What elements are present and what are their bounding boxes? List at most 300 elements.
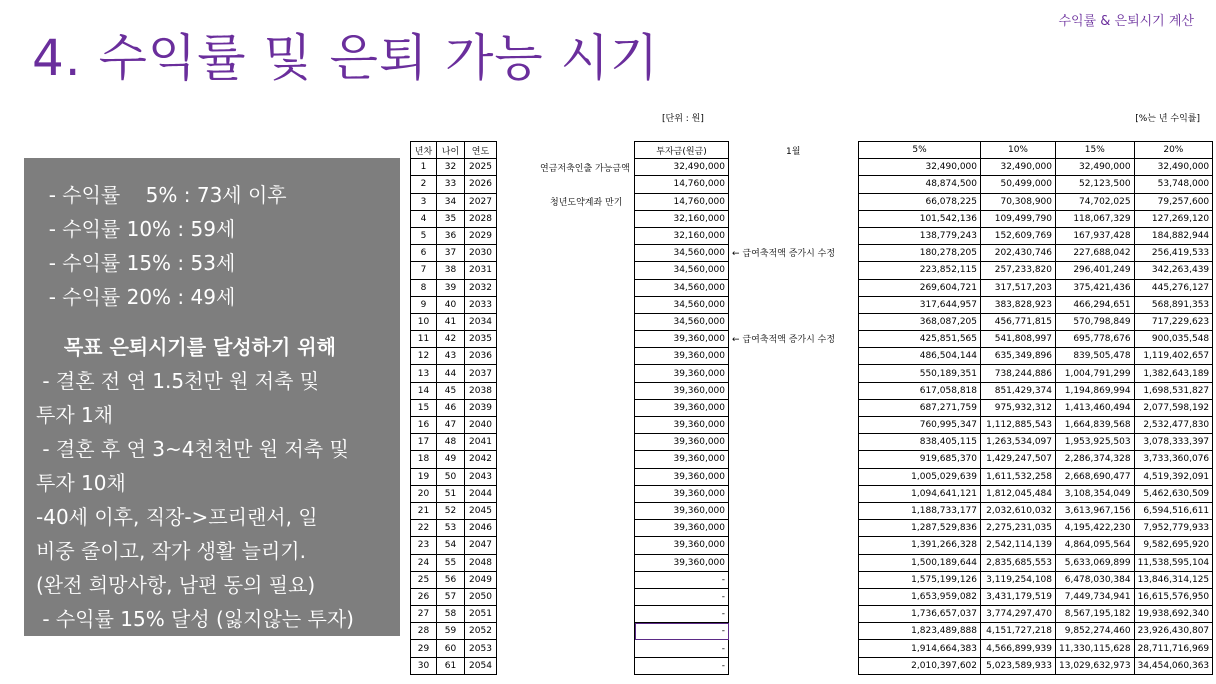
cell-years[interactable]: 27	[411, 606, 437, 623]
cell-invest[interactable]: 14,760,000	[635, 176, 729, 193]
table-row	[635, 313, 729, 330]
header-rate-5[interactable]: 5%	[859, 142, 981, 159]
cell-year[interactable]: 2035	[465, 331, 497, 348]
cell-year[interactable]: 2027	[465, 193, 497, 210]
table-row	[859, 640, 1213, 657]
cell-rate-15[interactable]: 3,108,354,049	[1056, 485, 1135, 502]
cell-rate-10[interactable]: 202,430,746	[981, 245, 1056, 262]
table-row	[859, 210, 1213, 227]
cell-rate-5[interactable]: 66,078,225	[859, 193, 981, 210]
cell-age[interactable]: 40	[437, 296, 465, 313]
cell-invest[interactable]: 39,360,000	[635, 468, 729, 485]
cell-age[interactable]: 41	[437, 313, 465, 330]
table-row	[635, 382, 729, 399]
table-row	[859, 296, 1213, 313]
cell-rate-15[interactable]: 1,194,869,994	[1056, 382, 1135, 399]
cell-rate-20[interactable]: 568,891,353	[1134, 296, 1213, 313]
cell-rate-15[interactable]: 839,505,478	[1056, 348, 1135, 365]
cell-rate-20[interactable]: 6,594,516,611	[1134, 502, 1213, 519]
cell-years[interactable]: 8	[411, 279, 437, 296]
cell-year[interactable]: 2054	[465, 657, 497, 674]
year-age-table	[410, 141, 497, 675]
cell-rate-20[interactable]: 445,276,127	[1134, 279, 1213, 296]
table-row	[635, 554, 729, 571]
table-row	[635, 296, 729, 313]
cell-rate-15[interactable]: 2,668,690,477	[1056, 468, 1135, 485]
cell-age[interactable]: 42	[437, 331, 465, 348]
cell-rate-20[interactable]: 717,229,623	[1134, 313, 1213, 330]
cell-invest[interactable]: 32,160,000	[635, 210, 729, 227]
cell-years[interactable]: 17	[411, 434, 437, 451]
cell-rate-5[interactable]: 1,914,664,383	[859, 640, 981, 657]
goal-line: 비중 줄이고, 작가 생활 늘리기.	[36, 539, 306, 563]
cell-year[interactable]: 2033	[465, 296, 497, 313]
header-year[interactable]: 연도	[465, 142, 497, 159]
cell-rate-10[interactable]: 3,774,297,470	[981, 606, 1056, 623]
cell-years[interactable]: 2	[411, 176, 437, 193]
cell-rate-15[interactable]: 375,421,436	[1056, 279, 1135, 296]
header-age[interactable]: 나이	[437, 142, 465, 159]
cell-years[interactable]: 18	[411, 451, 437, 468]
cell-rate-10[interactable]: 5,023,589,933	[981, 657, 1056, 674]
cell-rate-15[interactable]: 227,688,042	[1056, 245, 1135, 262]
cell-rate-10[interactable]: 317,517,203	[981, 279, 1056, 296]
cell-age[interactable]: 58	[437, 606, 465, 623]
cell-years[interactable]: 6	[411, 245, 437, 262]
cell-rate-10[interactable]: 2,032,610,032	[981, 502, 1056, 519]
cell-rate-15[interactable]: 13,029,632,973	[1056, 657, 1135, 674]
table-row	[411, 434, 497, 451]
cell-rate-20[interactable]: 127,269,120	[1134, 210, 1213, 227]
cell-rate-10[interactable]: 152,609,769	[981, 227, 1056, 244]
cell-age[interactable]: 60	[437, 640, 465, 657]
cell-rate-10[interactable]: 2,275,231,035	[981, 520, 1056, 537]
cell-rate-5[interactable]: 101,542,136	[859, 210, 981, 227]
cell-rate-20[interactable]: 53,748,000	[1134, 176, 1213, 193]
cell-rate-15[interactable]: 1,664,839,568	[1056, 417, 1135, 434]
cell-rate-15[interactable]: 118,067,329	[1056, 210, 1135, 227]
cell-rate-10[interactable]: 3,119,254,108	[981, 571, 1056, 588]
cell-rate-5[interactable]: 1,188,733,177	[859, 502, 981, 519]
cell-year[interactable]: 2040	[465, 417, 497, 434]
table-row	[411, 502, 497, 519]
cell-years[interactable]: 1	[411, 159, 437, 176]
cell-year[interactable]: 2028	[465, 210, 497, 227]
cell-rate-20[interactable]: 1,119,402,657	[1134, 348, 1213, 365]
cell-age[interactable]: 47	[437, 417, 465, 434]
cell-years[interactable]: 16	[411, 417, 437, 434]
cell-rate-5[interactable]: 368,087,205	[859, 313, 981, 330]
cell-invest[interactable]: 34,560,000	[635, 245, 729, 262]
cell-rate-15[interactable]: 296,401,249	[1056, 262, 1135, 279]
header-invest[interactable]: 투자금(원금)	[635, 142, 729, 159]
cell-rate-20[interactable]: 13,846,314,125	[1134, 571, 1213, 588]
cell-rate-10[interactable]: 738,244,886	[981, 365, 1056, 382]
cell-rate-20[interactable]: 79,257,600	[1134, 193, 1213, 210]
cell-age[interactable]: 38	[437, 262, 465, 279]
cell-rate-10[interactable]: 2,542,114,139	[981, 537, 1056, 554]
cell-age[interactable]: 36	[437, 227, 465, 244]
cell-age[interactable]: 59	[437, 623, 465, 640]
cell-age[interactable]: 50	[437, 468, 465, 485]
cell-rate-10[interactable]: 2,835,685,553	[981, 554, 1056, 571]
cell-rate-10[interactable]: 4,151,727,218	[981, 623, 1056, 640]
cell-year[interactable]: 2029	[465, 227, 497, 244]
cell-invest[interactable]: 32,490,000	[635, 159, 729, 176]
cell-invest[interactable]: 39,360,000	[635, 434, 729, 451]
table-row	[411, 331, 497, 348]
cell-rate-15[interactable]: 167,937,428	[1056, 227, 1135, 244]
cell-rate-5[interactable]: 550,189,351	[859, 365, 981, 382]
cell-invest[interactable]: 39,360,000	[635, 348, 729, 365]
cell-year[interactable]: 2047	[465, 537, 497, 554]
cell-invest[interactable]: 39,360,000	[635, 382, 729, 399]
goal-title: 목표 은퇴시기를 달성하기 위해	[36, 335, 336, 359]
table-row	[635, 417, 729, 434]
table-row	[635, 640, 729, 657]
cell-rate-5[interactable]: 317,644,957	[859, 296, 981, 313]
table-row	[859, 399, 1213, 416]
cell-rate-10[interactable]: 1,263,534,097	[981, 434, 1056, 451]
cell-year[interactable]: 2042	[465, 451, 497, 468]
cell-years[interactable]: 4	[411, 210, 437, 227]
cell-age[interactable]: 35	[437, 210, 465, 227]
cell-rate-15[interactable]: 1,953,925,503	[1056, 434, 1135, 451]
cell-invest[interactable]: 34,560,000	[635, 262, 729, 279]
cell-rate-15[interactable]: 6,478,030,384	[1056, 571, 1135, 588]
cell-rate-20[interactable]: 34,454,060,363	[1134, 657, 1213, 674]
cell-rate-20[interactable]: 23,926,430,807	[1134, 623, 1213, 640]
cell-rate-20[interactable]: 184,882,944	[1134, 227, 1213, 244]
table-row	[635, 365, 729, 382]
cell-rate-10[interactable]: 1,812,045,484	[981, 485, 1056, 502]
table-row	[859, 468, 1213, 485]
cell-rate-5[interactable]: 1,500,189,644	[859, 554, 981, 571]
table-row	[411, 262, 497, 279]
cell-rate-5[interactable]: 1,736,657,037	[859, 606, 981, 623]
table-row	[635, 245, 729, 262]
cell-rate-15[interactable]: 5,633,069,899	[1056, 554, 1135, 571]
cell-year[interactable]: 2030	[465, 245, 497, 262]
cell-years[interactable]: 29	[411, 640, 437, 657]
cell-rate-20[interactable]: 1,698,531,827	[1134, 382, 1213, 399]
cell-invest[interactable]: 34,560,000	[635, 279, 729, 296]
cell-rate-5[interactable]: 2,010,397,602	[859, 657, 981, 674]
cell-rate-10[interactable]: 851,429,374	[981, 382, 1056, 399]
cell-years[interactable]: 28	[411, 623, 437, 640]
cell-year[interactable]: 2051	[465, 606, 497, 623]
cell-rate-15[interactable]: 3,613,967,156	[1056, 502, 1135, 519]
cell-years[interactable]: 11	[411, 331, 437, 348]
cell-age[interactable]: 48	[437, 434, 465, 451]
cell-rate-20[interactable]: 900,035,548	[1134, 331, 1213, 348]
table-row	[411, 588, 497, 605]
cell-rate-15[interactable]: 4,195,422,230	[1056, 520, 1135, 537]
cell-rate-10[interactable]: 456,771,815	[981, 313, 1056, 330]
cell-age[interactable]: 52	[437, 502, 465, 519]
table-row	[411, 296, 497, 313]
cell-rate-5[interactable]: 223,852,115	[859, 262, 981, 279]
cell-invest[interactable]: -	[635, 623, 729, 640]
cell-rate-10[interactable]: 257,233,820	[981, 262, 1056, 279]
cell-invest[interactable]: -	[635, 606, 729, 623]
cell-rate-15[interactable]: 466,294,651	[1056, 296, 1135, 313]
cell-age[interactable]: 51	[437, 485, 465, 502]
cell-rate-15[interactable]: 4,864,095,564	[1056, 537, 1135, 554]
goal-line: - 결혼 전 연 1.5천만 원 저축 및	[36, 369, 320, 393]
cell-age[interactable]: 46	[437, 399, 465, 416]
cell-year[interactable]: 2032	[465, 279, 497, 296]
goal-line: 투자 10채	[36, 471, 126, 495]
cell-rate-15[interactable]: 7,449,734,941	[1056, 588, 1135, 605]
unit-label: [단위 : 원]	[662, 114, 704, 124]
cell-age[interactable]: 56	[437, 571, 465, 588]
cell-year[interactable]: 2053	[465, 640, 497, 657]
cell-invest[interactable]: 39,360,000	[635, 502, 729, 519]
cell-invest[interactable]: 39,360,000	[635, 520, 729, 537]
cell-years[interactable]: 19	[411, 468, 437, 485]
table-row	[635, 331, 729, 348]
cell-years[interactable]: 23	[411, 537, 437, 554]
cell-years[interactable]: 7	[411, 262, 437, 279]
cell-rate-10[interactable]: 4,566,899,939	[981, 640, 1056, 657]
cell-age[interactable]: 43	[437, 348, 465, 365]
cell-rate-10[interactable]: 70,308,900	[981, 193, 1056, 210]
cell-year[interactable]: 2048	[465, 554, 497, 571]
table-row	[411, 640, 497, 657]
cell-years[interactable]: 12	[411, 348, 437, 365]
cell-rate-5[interactable]: 269,604,721	[859, 279, 981, 296]
cell-rate-20[interactable]: 4,519,392,091	[1134, 468, 1213, 485]
cell-rate-20[interactable]: 11,538,595,104	[1134, 554, 1213, 571]
cell-rate-15[interactable]: 570,798,849	[1056, 313, 1135, 330]
cell-invest[interactable]: -	[635, 588, 729, 605]
cell-rate-15[interactable]: 11,330,115,628	[1056, 640, 1135, 657]
cell-rate-5[interactable]: 486,504,144	[859, 348, 981, 365]
cell-invest[interactable]: 32,160,000	[635, 227, 729, 244]
cell-rate-5[interactable]: 838,405,115	[859, 434, 981, 451]
cell-rate-5[interactable]: 1,653,959,082	[859, 588, 981, 605]
goal-line: - 결혼 후 연 3~4천천만 원 저축 및	[36, 437, 349, 461]
cell-rate-20[interactable]: 1,382,643,189	[1134, 365, 1213, 382]
table-row	[411, 227, 497, 244]
cell-years[interactable]: 26	[411, 588, 437, 605]
cell-rate-5[interactable]: 1,823,489,888	[859, 623, 981, 640]
cell-rate-20[interactable]: 3,078,333,397	[1134, 434, 1213, 451]
cell-rate-5[interactable]: 1,391,266,328	[859, 537, 981, 554]
cell-year[interactable]: 2045	[465, 502, 497, 519]
cell-years[interactable]: 15	[411, 399, 437, 416]
cell-year[interactable]: 2025	[465, 159, 497, 176]
cell-rate-15[interactable]: 695,778,676	[1056, 331, 1135, 348]
table-row	[411, 365, 497, 382]
cell-age[interactable]: 49	[437, 451, 465, 468]
cell-rate-5[interactable]: 1,094,641,121	[859, 485, 981, 502]
cell-rate-20[interactable]: 3,733,360,076	[1134, 451, 1213, 468]
cell-rate-10[interactable]: 109,499,790	[981, 210, 1056, 227]
cell-rate-10[interactable]: 975,932,312	[981, 399, 1056, 416]
header-rate-20[interactable]: 20%	[1134, 142, 1213, 159]
cell-rate-5[interactable]: 32,490,000	[859, 159, 981, 176]
cell-years[interactable]: 13	[411, 365, 437, 382]
cell-rate-20[interactable]: 32,490,000	[1134, 159, 1213, 176]
cell-rate-5[interactable]: 138,779,243	[859, 227, 981, 244]
cell-years[interactable]: 25	[411, 571, 437, 588]
cell-rate-10[interactable]: 383,828,923	[981, 296, 1056, 313]
table-row	[411, 193, 497, 210]
cell-rate-10[interactable]: 3,431,179,519	[981, 588, 1056, 605]
table-row	[859, 520, 1213, 537]
cell-years[interactable]: 3	[411, 193, 437, 210]
cell-rate-15[interactable]: 52,123,500	[1056, 176, 1135, 193]
cell-rate-20[interactable]: 19,938,692,340	[1134, 606, 1213, 623]
cell-rate-5[interactable]: 1,575,199,126	[859, 571, 981, 588]
table-row	[859, 227, 1213, 244]
table-row	[411, 451, 497, 468]
cell-rate-20[interactable]: 2,077,598,192	[1134, 399, 1213, 416]
cell-year[interactable]: 2026	[465, 176, 497, 193]
cell-age[interactable]: 61	[437, 657, 465, 674]
cell-age[interactable]: 54	[437, 537, 465, 554]
cell-rate-10[interactable]: 32,490,000	[981, 159, 1056, 176]
cell-rate-15[interactable]: 8,567,195,182	[1056, 606, 1135, 623]
table-row	[411, 417, 497, 434]
cell-invest[interactable]: 39,360,000	[635, 331, 729, 348]
cell-year[interactable]: 2052	[465, 623, 497, 640]
cell-rate-10[interactable]: 1,429,247,507	[981, 451, 1056, 468]
table-row	[635, 399, 729, 416]
cell-year[interactable]: 2038	[465, 382, 497, 399]
cell-rate-10[interactable]: 635,349,896	[981, 348, 1056, 365]
cell-rate-20[interactable]: 16,615,576,950	[1134, 588, 1213, 605]
table-row	[635, 159, 729, 176]
cell-rate-5[interactable]: 1,287,529,836	[859, 520, 981, 537]
cell-rate-15[interactable]: 74,702,025	[1056, 193, 1135, 210]
summary-note-box	[24, 158, 400, 636]
cell-years[interactable]: 14	[411, 382, 437, 399]
cell-rate-15[interactable]: 2,286,374,328	[1056, 451, 1135, 468]
cell-age[interactable]: 32	[437, 159, 465, 176]
cell-invest[interactable]: 34,560,000	[635, 313, 729, 330]
cell-rate-5[interactable]: 687,271,759	[859, 399, 981, 416]
cell-rate-10[interactable]: 1,611,532,258	[981, 468, 1056, 485]
cell-year[interactable]: 2041	[465, 434, 497, 451]
table-row	[411, 210, 497, 227]
cell-year[interactable]: 2037	[465, 365, 497, 382]
cell-rate-5[interactable]: 180,278,205	[859, 245, 981, 262]
cell-invest[interactable]: -	[635, 640, 729, 657]
cell-invest[interactable]: 14,760,000	[635, 193, 729, 210]
cell-invest[interactable]: 39,360,000	[635, 365, 729, 382]
cell-rate-20[interactable]: 342,263,439	[1134, 262, 1213, 279]
cell-rate-15[interactable]: 1,004,791,299	[1056, 365, 1135, 382]
cell-rate-20[interactable]: 2,532,477,830	[1134, 417, 1213, 434]
cell-invest[interactable]: 39,360,000	[635, 537, 729, 554]
cell-year[interactable]: 2044	[465, 485, 497, 502]
cell-age[interactable]: 37	[437, 245, 465, 262]
cell-years[interactable]: 9	[411, 296, 437, 313]
cell-rate-5[interactable]: 1,005,029,639	[859, 468, 981, 485]
cell-rate-5[interactable]: 425,851,565	[859, 331, 981, 348]
cell-years[interactable]: 21	[411, 502, 437, 519]
cell-invest[interactable]: 39,360,000	[635, 485, 729, 502]
header-rate-10[interactable]: 10%	[981, 142, 1056, 159]
cell-years[interactable]: 5	[411, 227, 437, 244]
cell-rate-20[interactable]: 256,419,533	[1134, 245, 1213, 262]
table-row	[635, 571, 729, 588]
header-years[interactable]: 년차	[411, 142, 437, 159]
cell-year[interactable]: 2034	[465, 313, 497, 330]
table-row	[859, 159, 1213, 176]
goal-line: (완전 희망사항, 남편 동의 필요)	[36, 573, 316, 597]
cell-rate-5[interactable]: 48,874,500	[859, 176, 981, 193]
cell-rate-20[interactable]: 5,462,630,509	[1134, 485, 1213, 502]
cell-year[interactable]: 2046	[465, 520, 497, 537]
table-row	[635, 606, 729, 623]
cell-rate-20[interactable]: 9,582,695,920	[1134, 537, 1213, 554]
cell-rate-15[interactable]: 9,852,274,460	[1056, 623, 1135, 640]
cell-year[interactable]: 2050	[465, 588, 497, 605]
cell-year[interactable]: 2031	[465, 262, 497, 279]
cell-year[interactable]: 2036	[465, 348, 497, 365]
cell-invest[interactable]: 34,560,000	[635, 296, 729, 313]
cell-age[interactable]: 53	[437, 520, 465, 537]
cell-age[interactable]: 34	[437, 193, 465, 210]
cell-rate-15[interactable]: 1,413,460,494	[1056, 399, 1135, 416]
youth-account-annotation: 청년도약계좌 만기	[550, 198, 623, 208]
cell-age[interactable]: 39	[437, 279, 465, 296]
cell-rate-20[interactable]: 7,952,779,933	[1134, 520, 1213, 537]
cell-invest[interactable]: 39,360,000	[635, 451, 729, 468]
cell-years[interactable]: 30	[411, 657, 437, 674]
cell-rate-20[interactable]: 28,711,716,969	[1134, 640, 1213, 657]
header-rate-15[interactable]: 15%	[1056, 142, 1135, 159]
cell-invest[interactable]: -	[635, 657, 729, 674]
cell-year[interactable]: 2049	[465, 571, 497, 588]
cell-age[interactable]: 44	[437, 365, 465, 382]
cell-rate-15[interactable]: 32,490,000	[1056, 159, 1135, 176]
cell-years[interactable]: 10	[411, 313, 437, 330]
table-row	[635, 657, 729, 674]
cell-age[interactable]: 45	[437, 382, 465, 399]
cell-age[interactable]: 57	[437, 588, 465, 605]
cell-invest[interactable]: 39,360,000	[635, 399, 729, 416]
slide-section-label: 수익률 & 은퇴시기 계산	[1058, 14, 1194, 29]
cell-rate-10[interactable]: 541,808,997	[981, 331, 1056, 348]
cell-rate-10[interactable]: 50,499,000	[981, 176, 1056, 193]
cell-rate-5[interactable]: 617,058,818	[859, 382, 981, 399]
cell-age[interactable]: 33	[437, 176, 465, 193]
cell-invest[interactable]: 39,360,000	[635, 417, 729, 434]
cell-years[interactable]: 20	[411, 485, 437, 502]
cell-invest[interactable]: -	[635, 571, 729, 588]
table-row	[635, 451, 729, 468]
table-row	[635, 434, 729, 451]
cell-year[interactable]: 2039	[465, 399, 497, 416]
cell-years[interactable]: 22	[411, 520, 437, 537]
cell-rate-10[interactable]: 1,112,885,543	[981, 417, 1056, 434]
salary-annotation: ← 급여축적액 증가시 수정	[732, 249, 836, 259]
table-row	[411, 571, 497, 588]
pension-annotation: 연금저축인출 가능금액	[540, 164, 630, 174]
cell-rate-5[interactable]: 760,995,347	[859, 417, 981, 434]
cell-year[interactable]: 2043	[465, 468, 497, 485]
cell-age[interactable]: 55	[437, 554, 465, 571]
cell-invest[interactable]: 39,360,000	[635, 554, 729, 571]
page-title: 4. 수익률 및 은퇴 가능 시기	[32, 29, 660, 87]
cell-years[interactable]: 24	[411, 554, 437, 571]
cell-rate-5[interactable]: 919,685,370	[859, 451, 981, 468]
